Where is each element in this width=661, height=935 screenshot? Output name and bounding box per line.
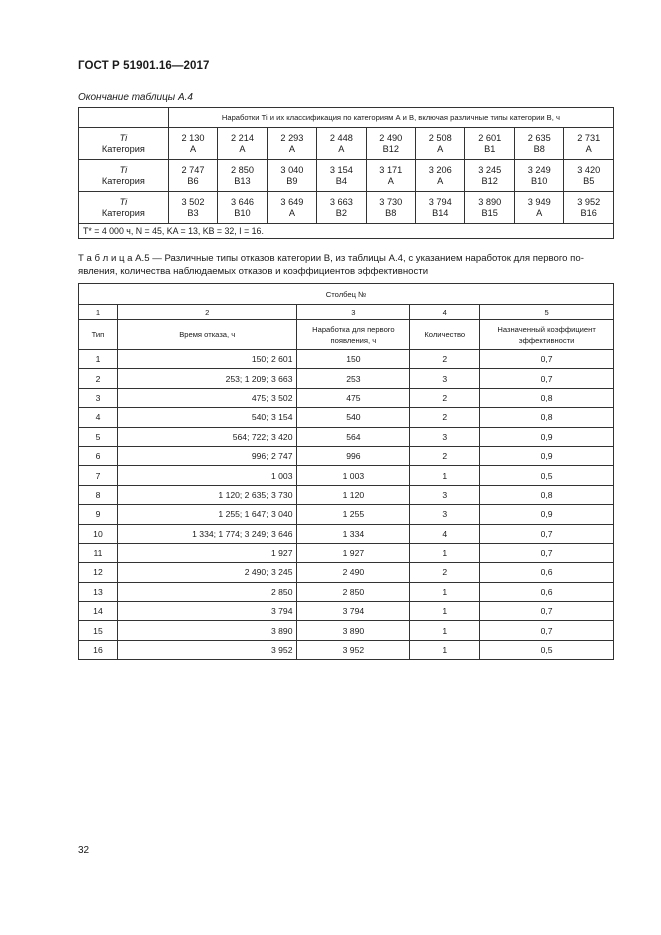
table-a4-cell bbox=[564, 192, 614, 224]
failure-times-cell: 1 334; 1 774; 3 249; 3 646 bbox=[117, 524, 297, 543]
category-value: B8 bbox=[385, 207, 397, 218]
category-value: A bbox=[387, 175, 394, 186]
count-cell: 1 bbox=[410, 621, 480, 640]
category-value: B14 bbox=[432, 207, 449, 218]
table-a4-note: T* = 4 000 ч, N = 45, KA = 13, KB = 32, I = 16. bbox=[79, 224, 614, 239]
type-cell: 10 bbox=[79, 524, 118, 543]
table-row bbox=[79, 446, 614, 465]
table-a5 bbox=[78, 283, 614, 660]
table-a4-cell bbox=[267, 128, 316, 160]
row-label-ti: Ti bbox=[119, 132, 128, 143]
failure-times-cell: 2 490; 3 245 bbox=[117, 563, 297, 582]
table-a4-header: Наработки Ti и их классификация по категориям А и В, включая различные типы категории В, ч bbox=[168, 108, 613, 128]
category-value: B9 bbox=[286, 175, 298, 186]
category-value: B15 bbox=[481, 207, 498, 218]
table-row bbox=[79, 524, 614, 543]
category-value: B12 bbox=[382, 143, 399, 154]
column-header: Время отказа, ч bbox=[117, 320, 297, 350]
column-number: 3 bbox=[297, 305, 410, 320]
table-row bbox=[79, 505, 614, 524]
coefficient-cell: 0,7 bbox=[480, 621, 614, 640]
first-occurrence-cell: 564 bbox=[297, 427, 410, 446]
table-a4-cell bbox=[168, 192, 217, 224]
category-value: B13 bbox=[234, 175, 251, 186]
category-value: A bbox=[536, 207, 543, 218]
table-a5-caption-line-2: явления, количества наблюдаемых отказов и коэффициентов эффективности bbox=[78, 266, 429, 277]
row-label-category: Категория bbox=[101, 175, 145, 186]
table-a4-cell bbox=[218, 192, 267, 224]
table-a4-cell bbox=[168, 160, 217, 192]
category-value: B8 bbox=[533, 143, 545, 154]
type-cell: 3 bbox=[79, 388, 118, 407]
category-value: B12 bbox=[481, 175, 498, 186]
time-value: 3 649 bbox=[280, 196, 304, 207]
failure-times-cell: 1 927 bbox=[117, 543, 297, 562]
time-value: 3 890 bbox=[478, 196, 502, 207]
type-cell: 13 bbox=[79, 582, 118, 601]
time-value: 3 249 bbox=[527, 164, 551, 175]
table-a4-cell bbox=[465, 192, 514, 224]
row-label bbox=[79, 192, 169, 224]
type-cell: 7 bbox=[79, 466, 118, 485]
table-a4-corner bbox=[79, 108, 169, 128]
time-value: 2 448 bbox=[329, 132, 353, 143]
time-value: 2 747 bbox=[181, 164, 205, 175]
coefficient-cell: 0,9 bbox=[480, 427, 614, 446]
time-value: 3 420 bbox=[577, 164, 601, 175]
time-value: 2 850 bbox=[230, 164, 254, 175]
time-value: 3 502 bbox=[181, 196, 205, 207]
failure-times-cell: 540; 3 154 bbox=[117, 408, 297, 427]
coefficient-cell: 0,7 bbox=[480, 524, 614, 543]
coefficient-cell: 0,9 bbox=[480, 446, 614, 465]
column-header: Наработка для первого появления, ч bbox=[297, 320, 410, 350]
count-cell: 2 bbox=[410, 408, 480, 427]
coefficient-cell: 0,9 bbox=[480, 505, 614, 524]
time-value: 2 508 bbox=[428, 132, 452, 143]
time-value: 2 130 bbox=[181, 132, 205, 143]
category-value: B6 bbox=[187, 175, 199, 186]
table-a4-cell bbox=[317, 160, 366, 192]
count-cell: 3 bbox=[410, 427, 480, 446]
coefficient-cell: 0,8 bbox=[480, 408, 614, 427]
first-occurrence-cell: 475 bbox=[297, 388, 410, 407]
failure-times-cell: 1 003 bbox=[117, 466, 297, 485]
table-a4-cell bbox=[465, 160, 514, 192]
time-value: 3 040 bbox=[280, 164, 304, 175]
time-value: 3 206 bbox=[428, 164, 452, 175]
table-a4-cell bbox=[267, 192, 316, 224]
count-cell: 2 bbox=[410, 388, 480, 407]
category-value: A bbox=[288, 143, 295, 154]
count-cell: 1 bbox=[410, 640, 480, 659]
time-value: 3 952 bbox=[577, 196, 601, 207]
table-row bbox=[79, 408, 614, 427]
table-a4-cell bbox=[366, 160, 415, 192]
column-headers-row bbox=[79, 320, 614, 350]
type-cell: 9 bbox=[79, 505, 118, 524]
type-cell: 11 bbox=[79, 543, 118, 562]
table-row bbox=[79, 350, 614, 369]
table-row bbox=[79, 582, 614, 601]
coefficient-cell: 0,5 bbox=[480, 640, 614, 659]
category-value: A bbox=[288, 207, 295, 218]
failure-times-cell: 150; 2 601 bbox=[117, 350, 297, 369]
table-row bbox=[79, 388, 614, 407]
first-occurrence-cell: 1 255 bbox=[297, 505, 410, 524]
table-a4-cell bbox=[564, 128, 614, 160]
first-occurrence-cell: 1 120 bbox=[297, 485, 410, 504]
count-cell: 2 bbox=[410, 350, 480, 369]
table-a4-row bbox=[79, 128, 614, 160]
time-value: 2 293 bbox=[280, 132, 304, 143]
column-number: 4 bbox=[410, 305, 480, 320]
type-cell: 4 bbox=[79, 408, 118, 427]
type-cell: 14 bbox=[79, 602, 118, 621]
time-value: 3 949 bbox=[527, 196, 551, 207]
category-value: B4 bbox=[335, 175, 347, 186]
first-occurrence-cell: 996 bbox=[297, 446, 410, 465]
category-value: B5 bbox=[583, 175, 595, 186]
table-a4-cell bbox=[267, 160, 316, 192]
failure-times-cell: 1 120; 2 635; 3 730 bbox=[117, 485, 297, 504]
type-cell: 12 bbox=[79, 563, 118, 582]
category-value: A bbox=[437, 143, 444, 154]
column-number: 1 bbox=[79, 305, 118, 320]
row-label bbox=[79, 160, 169, 192]
category-value: A bbox=[585, 143, 592, 154]
table-a4-cell bbox=[465, 128, 514, 160]
first-occurrence-cell: 2 850 bbox=[297, 582, 410, 601]
table-a4-cell bbox=[514, 160, 563, 192]
table-a4-cell bbox=[416, 160, 465, 192]
first-occurrence-cell: 540 bbox=[297, 408, 410, 427]
table-row bbox=[79, 427, 614, 446]
failure-times-cell: 996; 2 747 bbox=[117, 446, 297, 465]
coefficient-cell: 0,6 bbox=[480, 563, 614, 582]
table-a4-cell bbox=[168, 128, 217, 160]
category-value: A bbox=[189, 143, 197, 154]
table-a4 bbox=[78, 107, 614, 239]
time-value: 2 635 bbox=[527, 132, 551, 143]
table-a4-cell bbox=[416, 192, 465, 224]
document-code: ГОСТ Р 51901.16—2017 bbox=[78, 60, 210, 72]
time-value: 2 490 bbox=[379, 132, 403, 143]
failure-times-cell: 3 890 bbox=[117, 621, 297, 640]
column-header: Тип bbox=[79, 320, 118, 350]
table-row bbox=[79, 563, 614, 582]
table-row bbox=[79, 466, 614, 485]
table-a4-cell bbox=[416, 128, 465, 160]
column-header: Назначенный коэффициент эффективности bbox=[480, 320, 614, 350]
type-cell: 2 bbox=[79, 369, 118, 388]
row-label-category: Категория bbox=[101, 143, 145, 154]
coefficient-cell: 0,7 bbox=[480, 350, 614, 369]
table-continuation-caption: Окончание таблицы А.4 bbox=[78, 92, 193, 103]
table-a4-row bbox=[79, 192, 614, 224]
failure-times-cell: 3 952 bbox=[117, 640, 297, 659]
count-cell: 1 bbox=[410, 543, 480, 562]
failure-times-cell: 564; 722; 3 420 bbox=[117, 427, 297, 446]
coefficient-cell: 0,7 bbox=[480, 602, 614, 621]
first-occurrence-cell: 3 890 bbox=[297, 621, 410, 640]
time-value: 2 601 bbox=[478, 132, 502, 143]
failure-times-cell: 2 850 bbox=[117, 582, 297, 601]
table-a5-caption-line-1: Т а б л и ц а А.5 — Различные типы отказов категории В, из таблицы А.4, с указанием наработок для первого по- bbox=[78, 253, 584, 264]
table-a4-cell bbox=[514, 128, 563, 160]
time-value: 2 731 bbox=[577, 132, 601, 143]
first-occurrence-cell: 1 003 bbox=[297, 466, 410, 485]
category-value: A bbox=[437, 175, 444, 186]
table-a4-cell bbox=[366, 192, 415, 224]
table-a5-caption bbox=[78, 252, 618, 278]
coefficient-cell: 0,5 bbox=[480, 466, 614, 485]
page-number: 32 bbox=[78, 845, 90, 856]
category-value: B10 bbox=[234, 207, 251, 218]
column-number: 5 bbox=[480, 305, 614, 320]
category-value: A bbox=[338, 143, 345, 154]
row-label bbox=[79, 128, 169, 160]
category-value: B1 bbox=[484, 143, 496, 154]
coefficient-cell: 0,6 bbox=[480, 582, 614, 601]
column-numbers-row bbox=[79, 305, 614, 320]
table-row bbox=[79, 485, 614, 504]
table-row bbox=[79, 621, 614, 640]
table-a4-cell bbox=[218, 128, 267, 160]
table-a4-cell bbox=[317, 192, 366, 224]
time-value: 3 663 bbox=[329, 196, 353, 207]
column-number: 2 bbox=[117, 305, 297, 320]
type-cell: 5 bbox=[79, 427, 118, 446]
time-value: 3 171 bbox=[379, 164, 403, 175]
time-value: 2 214 bbox=[230, 132, 254, 143]
first-occurrence-cell: 3 794 bbox=[297, 602, 410, 621]
category-value: B2 bbox=[335, 207, 347, 218]
count-cell: 1 bbox=[410, 582, 480, 601]
type-cell: 16 bbox=[79, 640, 118, 659]
category-value: A bbox=[239, 143, 246, 154]
table-row bbox=[79, 602, 614, 621]
count-cell: 2 bbox=[410, 563, 480, 582]
count-cell: 3 bbox=[410, 369, 480, 388]
time-value: 3 154 bbox=[329, 164, 353, 175]
first-occurrence-cell: 3 952 bbox=[297, 640, 410, 659]
failure-times-cell: 3 794 bbox=[117, 602, 297, 621]
row-label-ti: Ti bbox=[119, 164, 128, 175]
table-row bbox=[79, 369, 614, 388]
count-cell: 2 bbox=[410, 446, 480, 465]
table-a4-cell bbox=[366, 128, 415, 160]
coefficient-cell: 0,7 bbox=[480, 543, 614, 562]
table-a4-cell bbox=[218, 160, 267, 192]
count-cell: 4 bbox=[410, 524, 480, 543]
first-occurrence-cell: 1 927 bbox=[297, 543, 410, 562]
type-cell: 1 bbox=[79, 350, 118, 369]
category-value: B3 bbox=[187, 207, 199, 218]
count-cell: 1 bbox=[410, 602, 480, 621]
first-occurrence-cell: 2 490 bbox=[297, 563, 410, 582]
count-cell: 3 bbox=[410, 505, 480, 524]
first-occurrence-cell: 253 bbox=[297, 369, 410, 388]
coefficient-cell: 0,7 bbox=[480, 369, 614, 388]
time-value: 3 794 bbox=[428, 196, 452, 207]
count-cell: 3 bbox=[410, 485, 480, 504]
column-header: Количество bbox=[410, 320, 480, 350]
table-a4-cell bbox=[514, 192, 563, 224]
table-a4-note-row bbox=[79, 224, 614, 239]
count-cell: 1 bbox=[410, 466, 480, 485]
category-value: B16 bbox=[580, 207, 597, 218]
failure-times-cell: 475; 3 502 bbox=[117, 388, 297, 407]
coefficient-cell: 0,8 bbox=[480, 388, 614, 407]
table-a4-row bbox=[79, 160, 614, 192]
category-value: B10 bbox=[531, 175, 548, 186]
time-value: 3 245 bbox=[478, 164, 502, 175]
row-label-category: Категория bbox=[101, 207, 145, 218]
failure-times-cell: 1 255; 1 647; 3 040 bbox=[117, 505, 297, 524]
row-label-ti: Ti bbox=[119, 196, 128, 207]
table-row bbox=[79, 640, 614, 659]
table-a4-cell bbox=[564, 160, 614, 192]
table-row bbox=[79, 543, 614, 562]
type-cell: 15 bbox=[79, 621, 118, 640]
coefficient-cell: 0,8 bbox=[480, 485, 614, 504]
failure-times-cell: 253; 1 209; 3 663 bbox=[117, 369, 297, 388]
table-a4-cell bbox=[317, 128, 366, 160]
time-value: 3 730 bbox=[379, 196, 403, 207]
time-value: 3 646 bbox=[230, 196, 254, 207]
first-occurrence-cell: 150 bbox=[297, 350, 410, 369]
first-occurrence-cell: 1 334 bbox=[297, 524, 410, 543]
type-cell: 6 bbox=[79, 446, 118, 465]
type-cell: 8 bbox=[79, 485, 118, 504]
column-group-header: Столбец № bbox=[79, 284, 614, 305]
